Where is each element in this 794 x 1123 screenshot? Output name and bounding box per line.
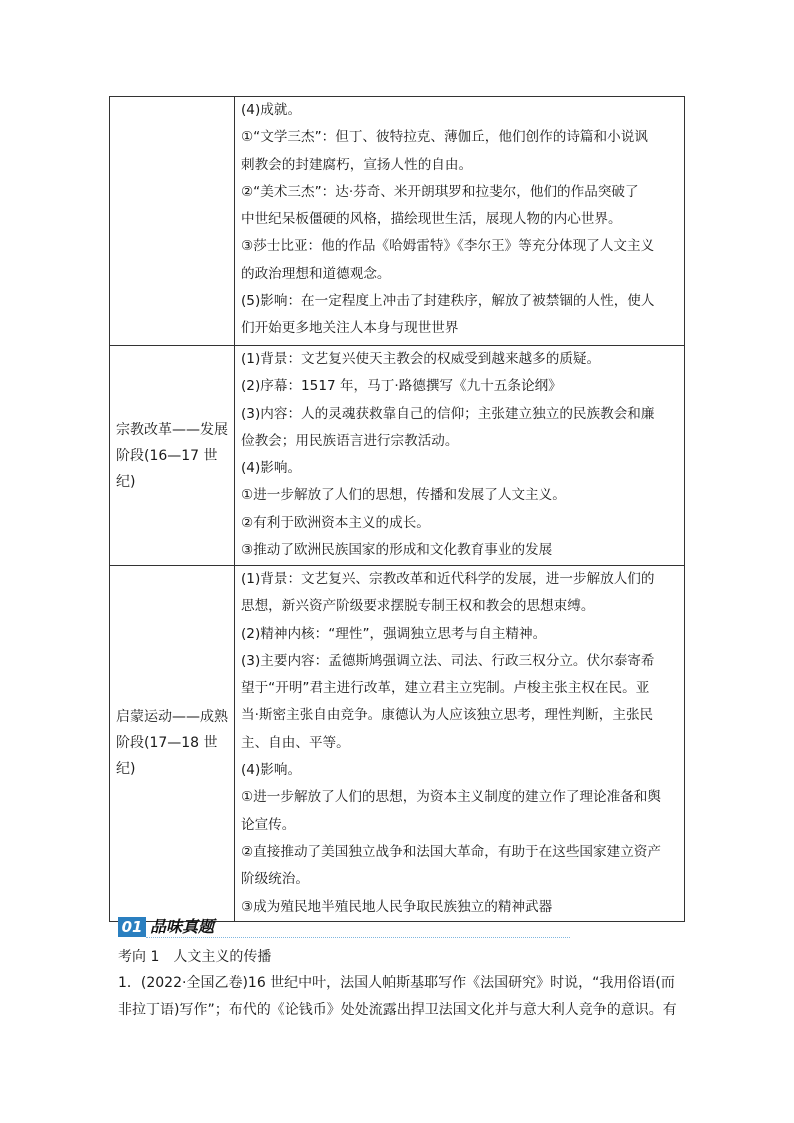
content-line: 阶级统治。: [241, 871, 309, 888]
content-line: 思想，新兴资产阶级要求摆脱专制王权和教会的思想束缚。: [241, 598, 595, 615]
content-line: ②直接推动了美国独立战争和法国大革命，有助于在这些国家建立资产: [241, 843, 661, 860]
content-line: (4)影响。: [241, 460, 302, 477]
section-number-badge: 01: [118, 917, 146, 937]
content-line: 刺教会的封建腐朽，宣扬人性的自由。: [241, 156, 473, 173]
section-header: [118, 916, 458, 938]
content-line: 望于“开明”君主进行改革，建立君主立宪制。卢梭主张主权在民。亚: [241, 680, 650, 697]
content-line: ③成为殖民地半殖民地人民争取民族独立的精神武器: [241, 898, 553, 915]
content-line: 主、自由、平等。: [241, 734, 350, 751]
content-line: (5)影响：在一定程度上冲击了封建秩序，解放了被禁锢的人性，使人: [241, 293, 655, 310]
row-content: [235, 566, 685, 922]
content-line: (3)主要内容：孟德斯鸠强调立法、司法、行政三权分立。伏尔泰寄希: [241, 652, 655, 669]
row-label-reformation: 宗教改革——发展 阶段(16—17 世纪): [110, 346, 235, 566]
content-line: ①进一步解放了人们的思想，为资本主义制度的建立作了理论准备和舆: [241, 789, 661, 806]
content-line: 当·斯密主张自由竞争。康德认为人应该独立思考，理性判断，主张民: [241, 707, 654, 724]
content-line: ①进一步解放了人们的思想，传播和发展了人文主义。: [241, 487, 566, 504]
row-label-empty: [110, 97, 235, 346]
content-line: 俭教会；用民族语言进行宗教活动。: [241, 432, 459, 449]
content-line: ②“美术三杰”：达·芬奇、米开朗琪罗和拉斐尔，他们的作品突破了: [241, 183, 639, 200]
topic-subheading: 考向 1 人文主义的传播: [118, 949, 272, 965]
section-divider: [146, 937, 570, 938]
content-line: (3)内容：人的灵魂获救靠自己的信仰；主张建立独立的民族教会和廉: [241, 405, 655, 422]
content-line: (2)序幕：1517 年，马丁·路德撰写《九十五条论纲》: [241, 378, 562, 395]
content-line: ①“文学三杰”：但丁、彼特拉克、薄伽丘，他们创作的诗篇和小说讽: [241, 129, 648, 146]
question-text-line: 1．(2022·全国乙卷)16 世纪中叶，法国人帕斯基耶写作《法国研究》时说，“我用俗语(而: [118, 975, 675, 991]
content-line: (1)背景：文艺复兴、宗教改革和近代科学的发展，进一步解放人们的: [241, 571, 655, 587]
row-content: [235, 346, 685, 566]
content-line: 论宣传。: [241, 816, 296, 833]
row-label-enlightenment: 启蒙运动——成熟 阶段(17—18 世纪): [110, 566, 235, 922]
content-line: (4)成就。: [241, 102, 302, 118]
content-line: 中世纪呆板僵硬的风格，描绘现世生活，展现人物的内心世界。: [241, 211, 622, 228]
content-line: 们开始更多地关注人本身与现世世界: [241, 320, 459, 337]
content-line: (1)背景：文艺复兴使天主教会的权威受到越来越多的质疑。: [241, 351, 601, 367]
content-line: 的政治理想和道德观念。: [241, 265, 391, 282]
table-row-renaissance-achievements: [110, 97, 685, 346]
content-line: (2)精神内核：“理性”，强调独立思考与自主精神。: [241, 625, 547, 642]
table-row-reformation: [110, 346, 685, 566]
content-line: ②有利于欧洲资本主义的成长。: [241, 514, 430, 531]
content-line: ③莎士比亚：他的作品《哈姆雷特》《李尔王》等充分体现了人文主义: [241, 238, 655, 255]
summary-table: [109, 96, 685, 922]
row-content: [235, 97, 685, 346]
content-line: ③推动了欧洲民族国家的形成和文化教育事业的发展: [241, 542, 553, 559]
table-row-enlightenment: [110, 566, 685, 922]
section-title: 品味真题: [150, 917, 215, 936]
question-text-line: 非拉丁语)写作”；布代的《论钱币》处处流露出捍卫法国文化并与意大利人竞争的意识。有: [118, 1002, 677, 1018]
content-line: (4)影响。: [241, 762, 302, 779]
